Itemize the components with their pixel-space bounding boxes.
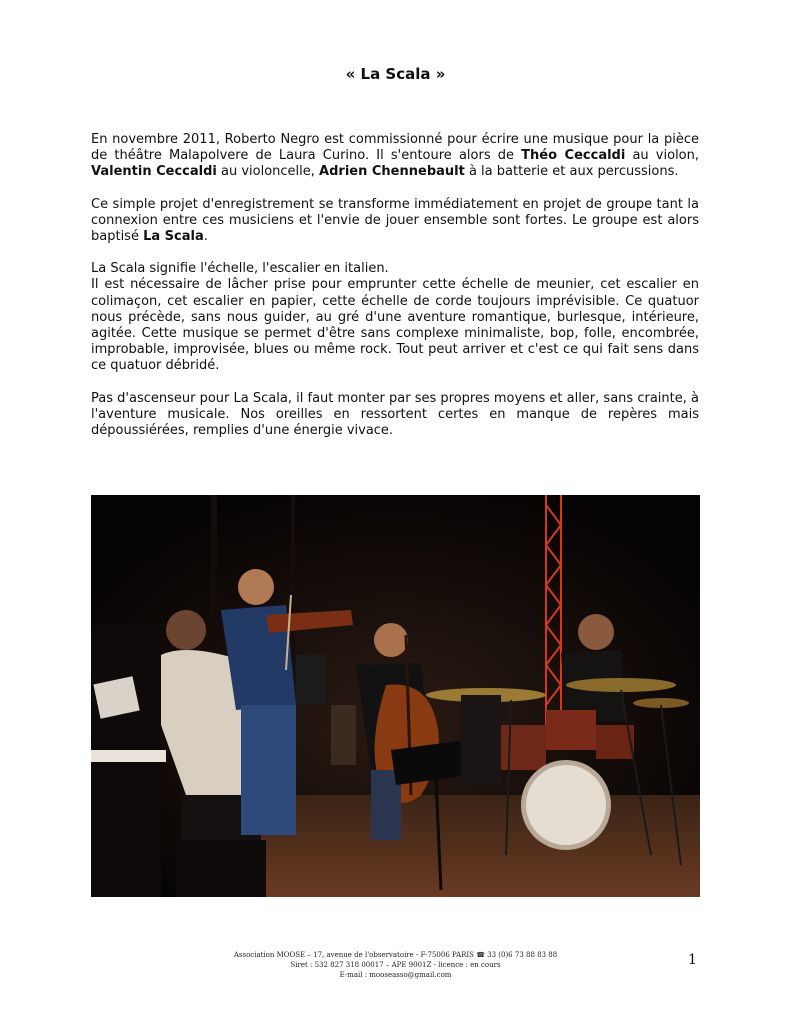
- footer-address: Association MOOSE – 17, avenue de l'observatoire - F-75006 PARIS ☎ 33 (0)6 73 88 83 88: [233, 951, 558, 959]
- paragraph-1: En novembre 2011, Roberto Negro est commissionné pour écrire une musique pour la pièce de théâtre Malapolvere de Laura Curino. Il s'entoure alors de Théo Ceccaldi au violon, Valentin Ceccaldi au violoncelle, Adrien Chennebault à la batterie et aux percussions.: [91, 132, 700, 180]
- musician-name: Théo Ceccaldi: [521, 148, 626, 164]
- band-photo: [91, 495, 700, 897]
- paragraph-4: Pas d'ascenseur pour La Scala, il faut monter par ses propres moyens et aller, sans crainte, à l'aventure musicale. Nos oreilles en ressortent certes en manque de repères mais dépoussiérées, remplies d'une énergie vivace.: [91, 390, 699, 439]
- page-number: 1: [688, 952, 697, 968]
- paragraph-3: Il est nécessaire de lâcher prise pour emprunter cette échelle de meunier, cet escalier en colimaçon, cet escalier en papier, cette échelle de corde toujours imprévisible. Ce quatuor nous précède, sans nous guider, au gré d'une aventure romantique, burlesque, intérieure, agitée. Cette musique se permet d'être sans complexe minimaliste, bop, folle, encombrée, improbable, improvisée, blues ou même rock. Tout peut arriver et c'est ce qui fait sens dans ce quatuor débridé.: [91, 277, 699, 374]
- band-name: La Scala: [143, 229, 204, 245]
- paragraph-2: Ce simple projet d'enregistrement se transforme immédiatement en projet de groupe tant la connexion entre ces musiciens et l'envie de jouer ensemble sont fortes. Le groupe est alors baptisé La Scala.: [91, 196, 699, 245]
- page-title: « La Scala »: [345, 65, 446, 83]
- body-text: [91, 132, 699, 455]
- paragraph-3-intro: La Scala signifie l'échelle, l'escalier en italien.: [91, 261, 389, 277]
- musician-name: Adrien Chennebault: [319, 164, 465, 180]
- footer-siret: Siret : 532 827 318 00017 – APE 9001Z - licence : en cours: [290, 961, 501, 969]
- footer-email: E-mail : mooseasso@gmail.com: [339, 971, 452, 979]
- footer: [200, 950, 591, 980]
- musician-name: Valentin Ceccaldi: [91, 164, 217, 180]
